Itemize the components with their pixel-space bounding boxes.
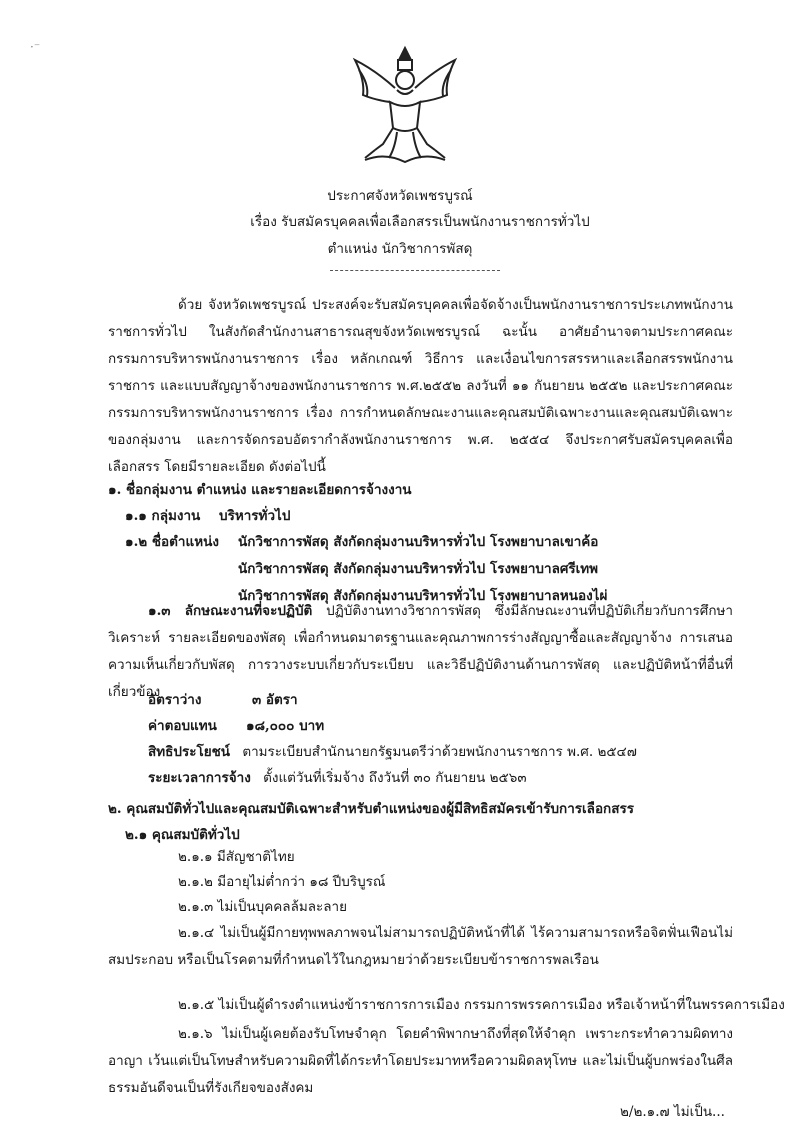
pay-label: ค่าตอบแทน (148, 718, 217, 734)
qualification-item: ๒.๑.๖ ไม่เป็นผู้เคยต้องรับโทษจำคุก โดยคำพิพากษาถึงที่สุดให้จำคุก เพราะกระทำความผิดทางอาญา เว้นแต่เป็นโทษสำหรับความผิดที่ได้กระทำโดยประมาทหรือความผิดลหุโทษ และไม่เป็นผู้บกพร่องในศีลธรรมอันดีจนเป็นที่รังเกียจของสังคม (108, 1026, 733, 1096)
period-value: ตั้งแต่วันที่เริ่มจ้าง ถึงวันที่ ๓๐ กันยายน ๒๕๖๓ (263, 770, 527, 786)
qualification-item: ๒.๑.๔ ไม่เป็นผู้มีกายทุพพลภาพจนไม่สามารถปฏิบัติหน้าที่ได้ ไร้ความสามารถหรือจิตฟั่นเฟือนไม่สมประกอบ หรือเป็นโรคตามที่กำหนดไว้ในกฎหมายว่าด้วยระเบียบข้าราชการพลเรือน (108, 925, 733, 968)
s11-value: บริหารทั่วไป (219, 508, 291, 524)
s21-title: ๒.๑ คุณสมบัติทั่วไป (125, 827, 240, 843)
vacancy-label: อัตราว่าง (148, 692, 202, 708)
s13-label: ๑.๓ ลักษณะงานที่จะปฏิบัติ (148, 603, 313, 619)
section-1-title: ๑. ชื่อกลุ่มงาน ตำแหน่ง และรายละเอียดการจ้างงาน (108, 482, 412, 498)
s13-paragraph (108, 598, 733, 706)
benefit-value: ตามระเบียบสำนักนายกรัฐมนตรีว่าด้วยพนักงานราชการ พ.ศ. ๒๕๔๗ (242, 744, 637, 760)
header-divider (330, 270, 500, 271)
benefit-row (148, 742, 637, 762)
s11-label (125, 506, 290, 526)
s12-label: ๑.๒ ชื่อตำแหน่ง (125, 534, 219, 550)
announcement-position: ตำแหน่ง นักวิชาการพัสดุ (327, 241, 473, 257)
announcement-subject: เรื่อง รับสมัครบุคคลเพื่อเลือกสรรเป็นพนักงานราชการทั่วไป (250, 214, 590, 230)
intro-paragraph: ด้วย จังหวัดเพชรบูรณ์ ประสงค์จะรับสมัครบุคคลเพื่อจัดจ้างเป็นพนักงานราชการประเภทพนักงานราชการทั่วไป ในสังกัดสำนักงานสาธารณสุขจังหวัดเพชรบูรณ์ ฉะนั้น อาศัยอำนาจตามประกาศคณะกรรมการบริหารพนักงานราชการ เรื่อง หลักเกณฑ์ วิธีการ และเงื่อนไขการสรรหาและเลือกสรรพนักงานราชการ และแบบสัญญาจ้างของพนักงานราชการ พ.ศ.๒๕๕๒ ลงวันที่ ๑๑ กันยายน ๒๕๕๒ และประกาศคณะกรรมการบริหารพนักงานราชการ เรื่อง การกำหนดลักษณะงานและคุณสมบัติเฉพาะงานและคุณสมบัติเฉพาะของกลุ่มงาน และการจัดกรอบอัตรากำลังพนักงานราชการ พ.ศ. ๒๕๕๔ จึงประกาศรับสมัครบุคคลเพื่อเลือกสรร โดยมีรายละเอียด ดังต่อไปนี้ (108, 297, 733, 475)
position-item: นักวิชาการพัสดุ สังกัดกลุ่มงานบริหารทั่วไป โรงพยาบาลหนองไผ่ (238, 588, 608, 604)
period-row (148, 768, 527, 788)
qualification-item: ๒.๑.๓ ไม่เป็นบุคคลล้มละลาย (178, 899, 348, 915)
position-item: นักวิชาการพัสดุ สังกัดกลุ่มงานบริหารทั่วไป โรงพยาบาลศรีเทพ (238, 561, 599, 577)
pay-value: ๑๘,๐๐๐ บาท (246, 718, 325, 734)
announcement-title: ประกาศจังหวัดเพชรบูรณ์ (327, 188, 473, 204)
qualification-item: ๒.๑.๑ มีสัญชาติไทย (178, 849, 295, 865)
vacancy-value: ๓ อัตรา (252, 692, 298, 708)
period-label: ระยะเวลาการจ้าง (148, 770, 251, 786)
s13-text: ปฏิบัติงานทางวิชาการพัสดุ ซึ่งมีลักษณะงานที่ปฏิบัติเกี่ยวกับการศึกษา วิเคราะห์ รายละเอียดของพัสดุ เพื่อกำหนดมาตรฐานและคุณภาพการร่างสัญญาซื้อและสัญญาจ้าง การเสนอความเห็นเกี่ยวกับพัสดุ การวางระบบเกี่ยวกับระเบียบ และวิธีปฏิบัติงานด้านการพัสดุ และปฏิบัติหน้าที่อื่นที่เกี่ยวข้อง (108, 603, 733, 700)
qualification-item: ๒.๑.๕ ไม่เป็นผู้ดำรงตำแหน่งข้าราชการการเมือง กรรมการพรรคการเมือง หรือเจ้าหน้าที่ในพรรคการเมือง (178, 997, 785, 1013)
benefit-label: สิทธิประโยชน์ (148, 744, 231, 760)
section-2-title: ๒. คุณสมบัติทั่วไปและคุณสมบัติเฉพาะสำหรับตำแหน่งของผู้มีสิทธิสมัครเข้ารับการเลือกสรร (108, 801, 634, 817)
scan-mark: ·⁻ (30, 40, 41, 54)
garuda-emblem-icon (345, 40, 465, 170)
page-continuation: ๒/๒.๑.๗ ไม่เป็น... (620, 1104, 725, 1120)
position-item: นักวิชาการพัสดุ สังกัดกลุ่มงานบริหารทั่วไป โรงพยาบาลเขาค้อ (238, 534, 599, 550)
s11-label-text: ๑.๑ กลุ่มงาน (125, 508, 201, 524)
qualification-item: ๒.๑.๒ มีอายุไม่ต่ำกว่า ๑๘ ปีบริบูรณ์ (178, 874, 386, 890)
